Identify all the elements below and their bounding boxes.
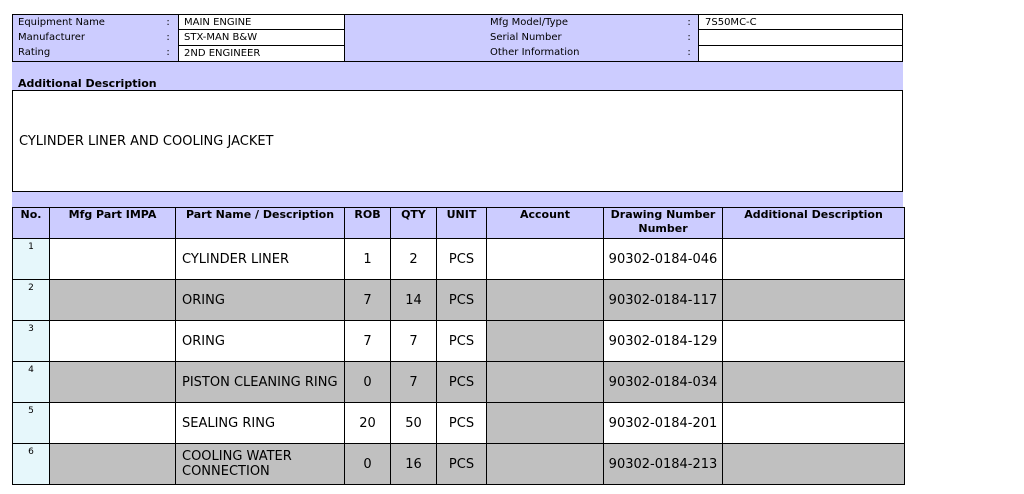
additional-description-box <box>12 90 903 192</box>
drawing-number-cell: 90302-0184-201 <box>604 403 723 444</box>
additional-description-cell <box>723 280 905 321</box>
drawing-number-cell: 90302-0184-129 <box>604 321 723 362</box>
drawing-number-cell: 90302-0184-046 <box>604 239 723 280</box>
spacer-column <box>345 15 490 61</box>
header-drawing-number: Drawing Number Number <box>604 208 723 239</box>
mfg-part-cell <box>50 362 176 403</box>
additional-description-text: CYLINDER LINER AND COOLING JACKET <box>19 134 274 149</box>
qty-cell: 2 <box>391 239 437 280</box>
left-separator-column <box>158 15 178 61</box>
table-row <box>13 362 905 403</box>
row-number: 1 <box>13 239 50 280</box>
row-number: 4 <box>13 362 50 403</box>
unit-cell: PCS <box>437 403 487 444</box>
header-account: Account <box>487 208 604 239</box>
header-unit: UNIT <box>437 208 487 239</box>
mfg-part-cell <box>50 321 176 362</box>
account-cell <box>487 280 604 321</box>
rob-cell: 0 <box>345 362 391 403</box>
account-cell <box>487 362 604 403</box>
table-row <box>13 321 905 362</box>
header-additional-description: Additional Description <box>723 208 905 239</box>
additional-description-cell <box>723 403 905 444</box>
part-name-cell: CYLINDER LINER <box>176 239 345 280</box>
additional-description-cell <box>723 239 905 280</box>
left-value-column <box>178 15 345 61</box>
unit-cell: PCS <box>437 444 487 485</box>
additional-description-cell <box>723 321 905 362</box>
unit-cell: PCS <box>437 280 487 321</box>
other-information-value <box>699 46 902 61</box>
part-name-cell: ORING <box>176 280 345 321</box>
drawing-number-cell: 90302-0184-034 <box>604 362 723 403</box>
table-row <box>13 280 905 321</box>
table-row <box>13 444 905 485</box>
account-cell <box>487 239 604 280</box>
section-divider <box>12 192 903 208</box>
separator: : <box>687 17 691 28</box>
separator: : <box>166 47 170 58</box>
right-value-column <box>698 15 902 61</box>
separator: : <box>166 32 170 43</box>
part-name-cell: COOLING WATER CONNECTION <box>176 444 345 485</box>
separator: : <box>166 17 170 28</box>
separator: : <box>687 47 691 58</box>
right-label-column <box>490 15 680 61</box>
row-number: 3 <box>13 321 50 362</box>
drawing-number-cell: 90302-0184-117 <box>604 280 723 321</box>
table-row <box>13 239 905 280</box>
qty-cell: 14 <box>391 280 437 321</box>
right-separator-column <box>680 15 698 61</box>
header-qty: QTY <box>391 208 437 239</box>
table-header-row <box>13 208 905 239</box>
left-label-column <box>13 15 158 61</box>
row-number: 5 <box>13 403 50 444</box>
rating-value: 2ND ENGINEER <box>184 47 261 59</box>
unit-cell: PCS <box>437 321 487 362</box>
drawing-number-cell: 90302-0184-213 <box>604 444 723 485</box>
row-number: 2 <box>13 280 50 321</box>
header-rob: ROB <box>345 208 391 239</box>
qty-cell: 7 <box>391 362 437 403</box>
mfg-part-cell <box>50 444 176 485</box>
account-cell <box>487 403 604 444</box>
parts-table <box>12 207 905 485</box>
rob-cell: 7 <box>345 321 391 362</box>
row-number: 6 <box>13 444 50 485</box>
equipment-name-value: MAIN ENGINE <box>179 15 344 30</box>
additional-description-cell <box>723 444 905 485</box>
serial-number-value <box>699 30 902 45</box>
rob-cell: 1 <box>345 239 391 280</box>
manufacturer-value: STX-MAN B&W <box>179 30 344 45</box>
additional-description-cell <box>723 362 905 403</box>
qty-cell: 16 <box>391 444 437 485</box>
additional-description-header <box>12 62 903 90</box>
header-part-name: Part Name / Description <box>176 208 345 239</box>
header-mfg-part: Mfg Part IMPA <box>50 208 176 239</box>
account-cell <box>487 444 604 485</box>
mfg-part-cell <box>50 280 176 321</box>
qty-cell: 7 <box>391 321 437 362</box>
table-row <box>13 403 905 444</box>
mfg-part-cell <box>50 239 176 280</box>
equipment-name-label: Equipment Name <box>18 17 105 28</box>
unit-cell: PCS <box>437 239 487 280</box>
unit-cell: PCS <box>437 362 487 403</box>
qty-cell: 50 <box>391 403 437 444</box>
rob-cell: 0 <box>345 444 391 485</box>
rob-cell: 7 <box>345 280 391 321</box>
part-name-cell: PISTON CLEANING RING <box>176 362 345 403</box>
rating-label: Rating <box>18 47 51 58</box>
part-name-cell: SEALING RING <box>176 403 345 444</box>
equipment-info-table <box>12 14 903 62</box>
manufacturer-label: Manufacturer <box>18 32 85 43</box>
mfg-model-value: 7S50MC-C <box>699 15 902 30</box>
mfg-model-label: Mfg Model/Type <box>490 17 569 28</box>
serial-number-label: Serial Number <box>490 32 562 43</box>
separator: : <box>687 32 691 43</box>
mfg-part-cell <box>50 403 176 444</box>
part-name-cell: ORING <box>176 321 345 362</box>
header-no: No. <box>13 208 50 239</box>
additional-description-heading: Additional Description <box>18 77 157 90</box>
other-information-label: Other Information <box>490 47 580 58</box>
account-cell <box>487 321 604 362</box>
rob-cell: 20 <box>345 403 391 444</box>
